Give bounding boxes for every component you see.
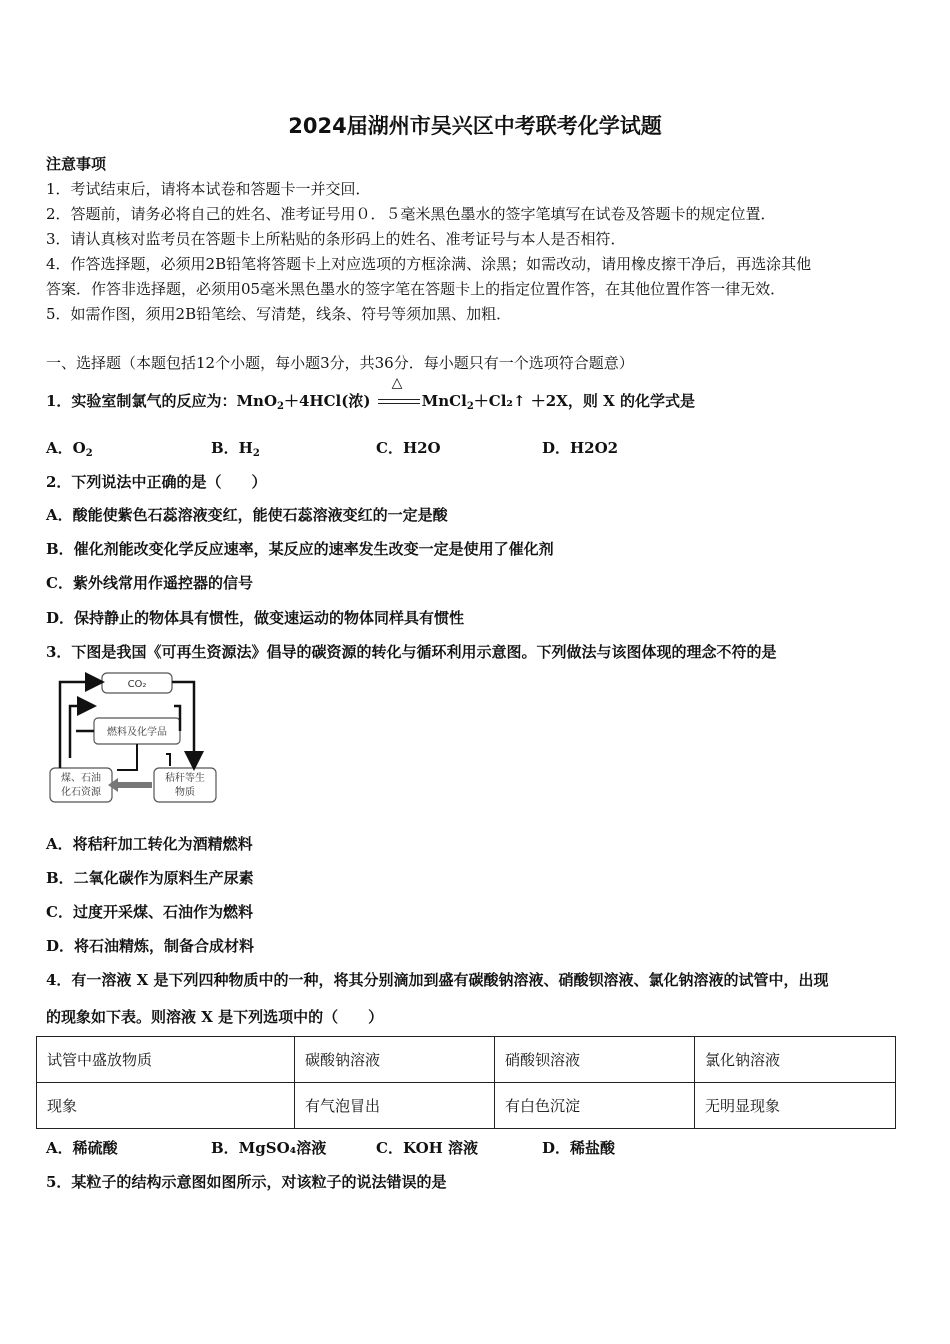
q4-observation-table <box>36 1036 896 1129</box>
question-3-stem: 3．下图是我国《可再生资源法》倡导的碳资源的转化与循环利用示意图。下列做法与该图体现的理念不符的是 <box>46 643 777 661</box>
question-2-stem: 2．下列说法中正确的是（ ） <box>46 473 267 491</box>
question-4-stem-line2: 的现象如下表。则溶液 X 是下列选项中的（ ） <box>46 1008 384 1026</box>
notice-item: 1．考试结束后，请将本试卷和答题卡一并交回． <box>46 180 371 198</box>
q2-option-c[interactable]: C．紫外线常用作遥控器的信号 <box>46 574 253 592</box>
fuel-label: 燃料及化学品 <box>107 727 167 738</box>
q2-option-a[interactable]: A．酸能使紫色石蕊溶液变红，能使石蕊溶液变红的一定是酸 <box>46 506 448 524</box>
notice-item: 答案．作答非选择题，必须用05毫米黑色墨水的签字笔在答题卡上的指定位置作答，在其他位置作答一律无效． <box>46 280 786 298</box>
fossil-label-2: 化石资源 <box>61 787 101 798</box>
table-row <box>37 1083 896 1129</box>
table-cell: 氯化钠溶液 <box>695 1037 896 1083</box>
table-cell: 现象 <box>37 1083 295 1129</box>
section-heading: 一、选择题（本题包括12个小题，每小题3分，共36分．每小题只有一个选项符合题意） <box>46 354 634 372</box>
q1-option-b[interactable]: B．$H_2$ <box>211 439 260 459</box>
table-cell: 碳酸钠溶液 <box>295 1037 495 1083</box>
q1-option-d[interactable]: D．H2O2 <box>542 439 619 457</box>
table-cell: 有气泡冒出 <box>295 1083 495 1129</box>
q3-option-c[interactable]: C．过度开采煤、石油作为燃料 <box>46 903 253 921</box>
table-cell: 无明显现象 <box>695 1083 896 1129</box>
q3-option-a[interactable]: A．将秸秆加工转化为酒精燃料 <box>46 835 253 853</box>
fossil-label-1: 煤、石油 <box>61 773 101 784</box>
table-cell: 有白色沉淀 <box>495 1083 695 1129</box>
arrow-biomass-up <box>166 754 170 766</box>
table-cell: 硝酸钡溶液 <box>495 1037 695 1083</box>
co2-label: CO₂ <box>127 679 147 690</box>
table-cell: 试管中盛放物质 <box>37 1037 295 1083</box>
q3-option-d[interactable]: D．将石油精炼，制备合成材料 <box>46 937 255 955</box>
q2-option-d[interactable]: D．保持静止的物体具有惯性，做变速运动的物体同样具有惯性 <box>46 609 465 627</box>
q4-option-a[interactable]: A．稀硫酸 <box>46 1139 118 1157</box>
table-row <box>37 1037 896 1083</box>
notice-item: 3．请认真核对监考员在答题卡上所粘贴的条形码上的姓名、准考证号与本人是否相符． <box>46 230 626 248</box>
carbon-cycle-diagram <box>46 670 226 806</box>
q1-option-c[interactable]: C．H2O <box>376 439 441 457</box>
notice-item: 5．如需作图，须用2B铅笔绘、写清楚，线条、符号等须加黑、加粗． <box>46 305 512 323</box>
q4-option-c[interactable]: C．KOH 溶液 <box>376 1139 479 1157</box>
q1-option-a[interactable]: A．$O_2$ <box>46 439 93 459</box>
page-title: 2024届湖州市吴兴区中考联考化学试题 <box>288 114 662 138</box>
notice-item: 4．作答选择题，必须用2B铅笔将答题卡上对应选项的方框涂满、涂黑；如需改动，请用橡皮擦干净后，再选涂其他 <box>46 255 812 273</box>
biomass-label-1: 秸秆等生 <box>165 773 205 784</box>
question-1-stem: 1．实验室制氯气的反应为：MnO$_2$＋4HCl(浓) △ MnCl$_2$＋Cl₂↑ ＋2X，则 X 的化学式是 <box>46 375 695 412</box>
question-4-stem-line1: 4．有一溶液 X 是下列四种物质中的一种，将其分别滴加到盛有碳酸钠溶液、硝酸钡溶液、氯化钠溶液的试管中，出现 <box>46 971 829 989</box>
heat-condition-symbol: △ <box>391 375 403 391</box>
question-5-stem: 5．某粒子的结构示意图如图所示，对该粒子的说法错误的是 <box>46 1173 447 1191</box>
q2-option-b[interactable]: B．催化剂能改变化学反应速率，某反应的速率发生改变一定是使用了催化剂 <box>46 540 554 558</box>
biomass-label-2: 物质 <box>175 787 195 798</box>
q4-option-d[interactable]: D．稀盐酸 <box>542 1139 616 1157</box>
notice-item: 2．答题前，请务必将自己的姓名、准考证号用０．５毫米黑色墨水的签字笔填写在试卷及答题卡的规定位置． <box>46 205 776 223</box>
q3-option-b[interactable]: B．二氧化碳作为原料生产尿素 <box>46 869 254 887</box>
arrow-fuel-down <box>117 744 137 770</box>
notice-heading: 注意事项 <box>46 155 107 173</box>
reaction-arrow <box>378 375 420 407</box>
q4-option-b[interactable]: B．MgSO₄溶液 <box>211 1139 327 1157</box>
